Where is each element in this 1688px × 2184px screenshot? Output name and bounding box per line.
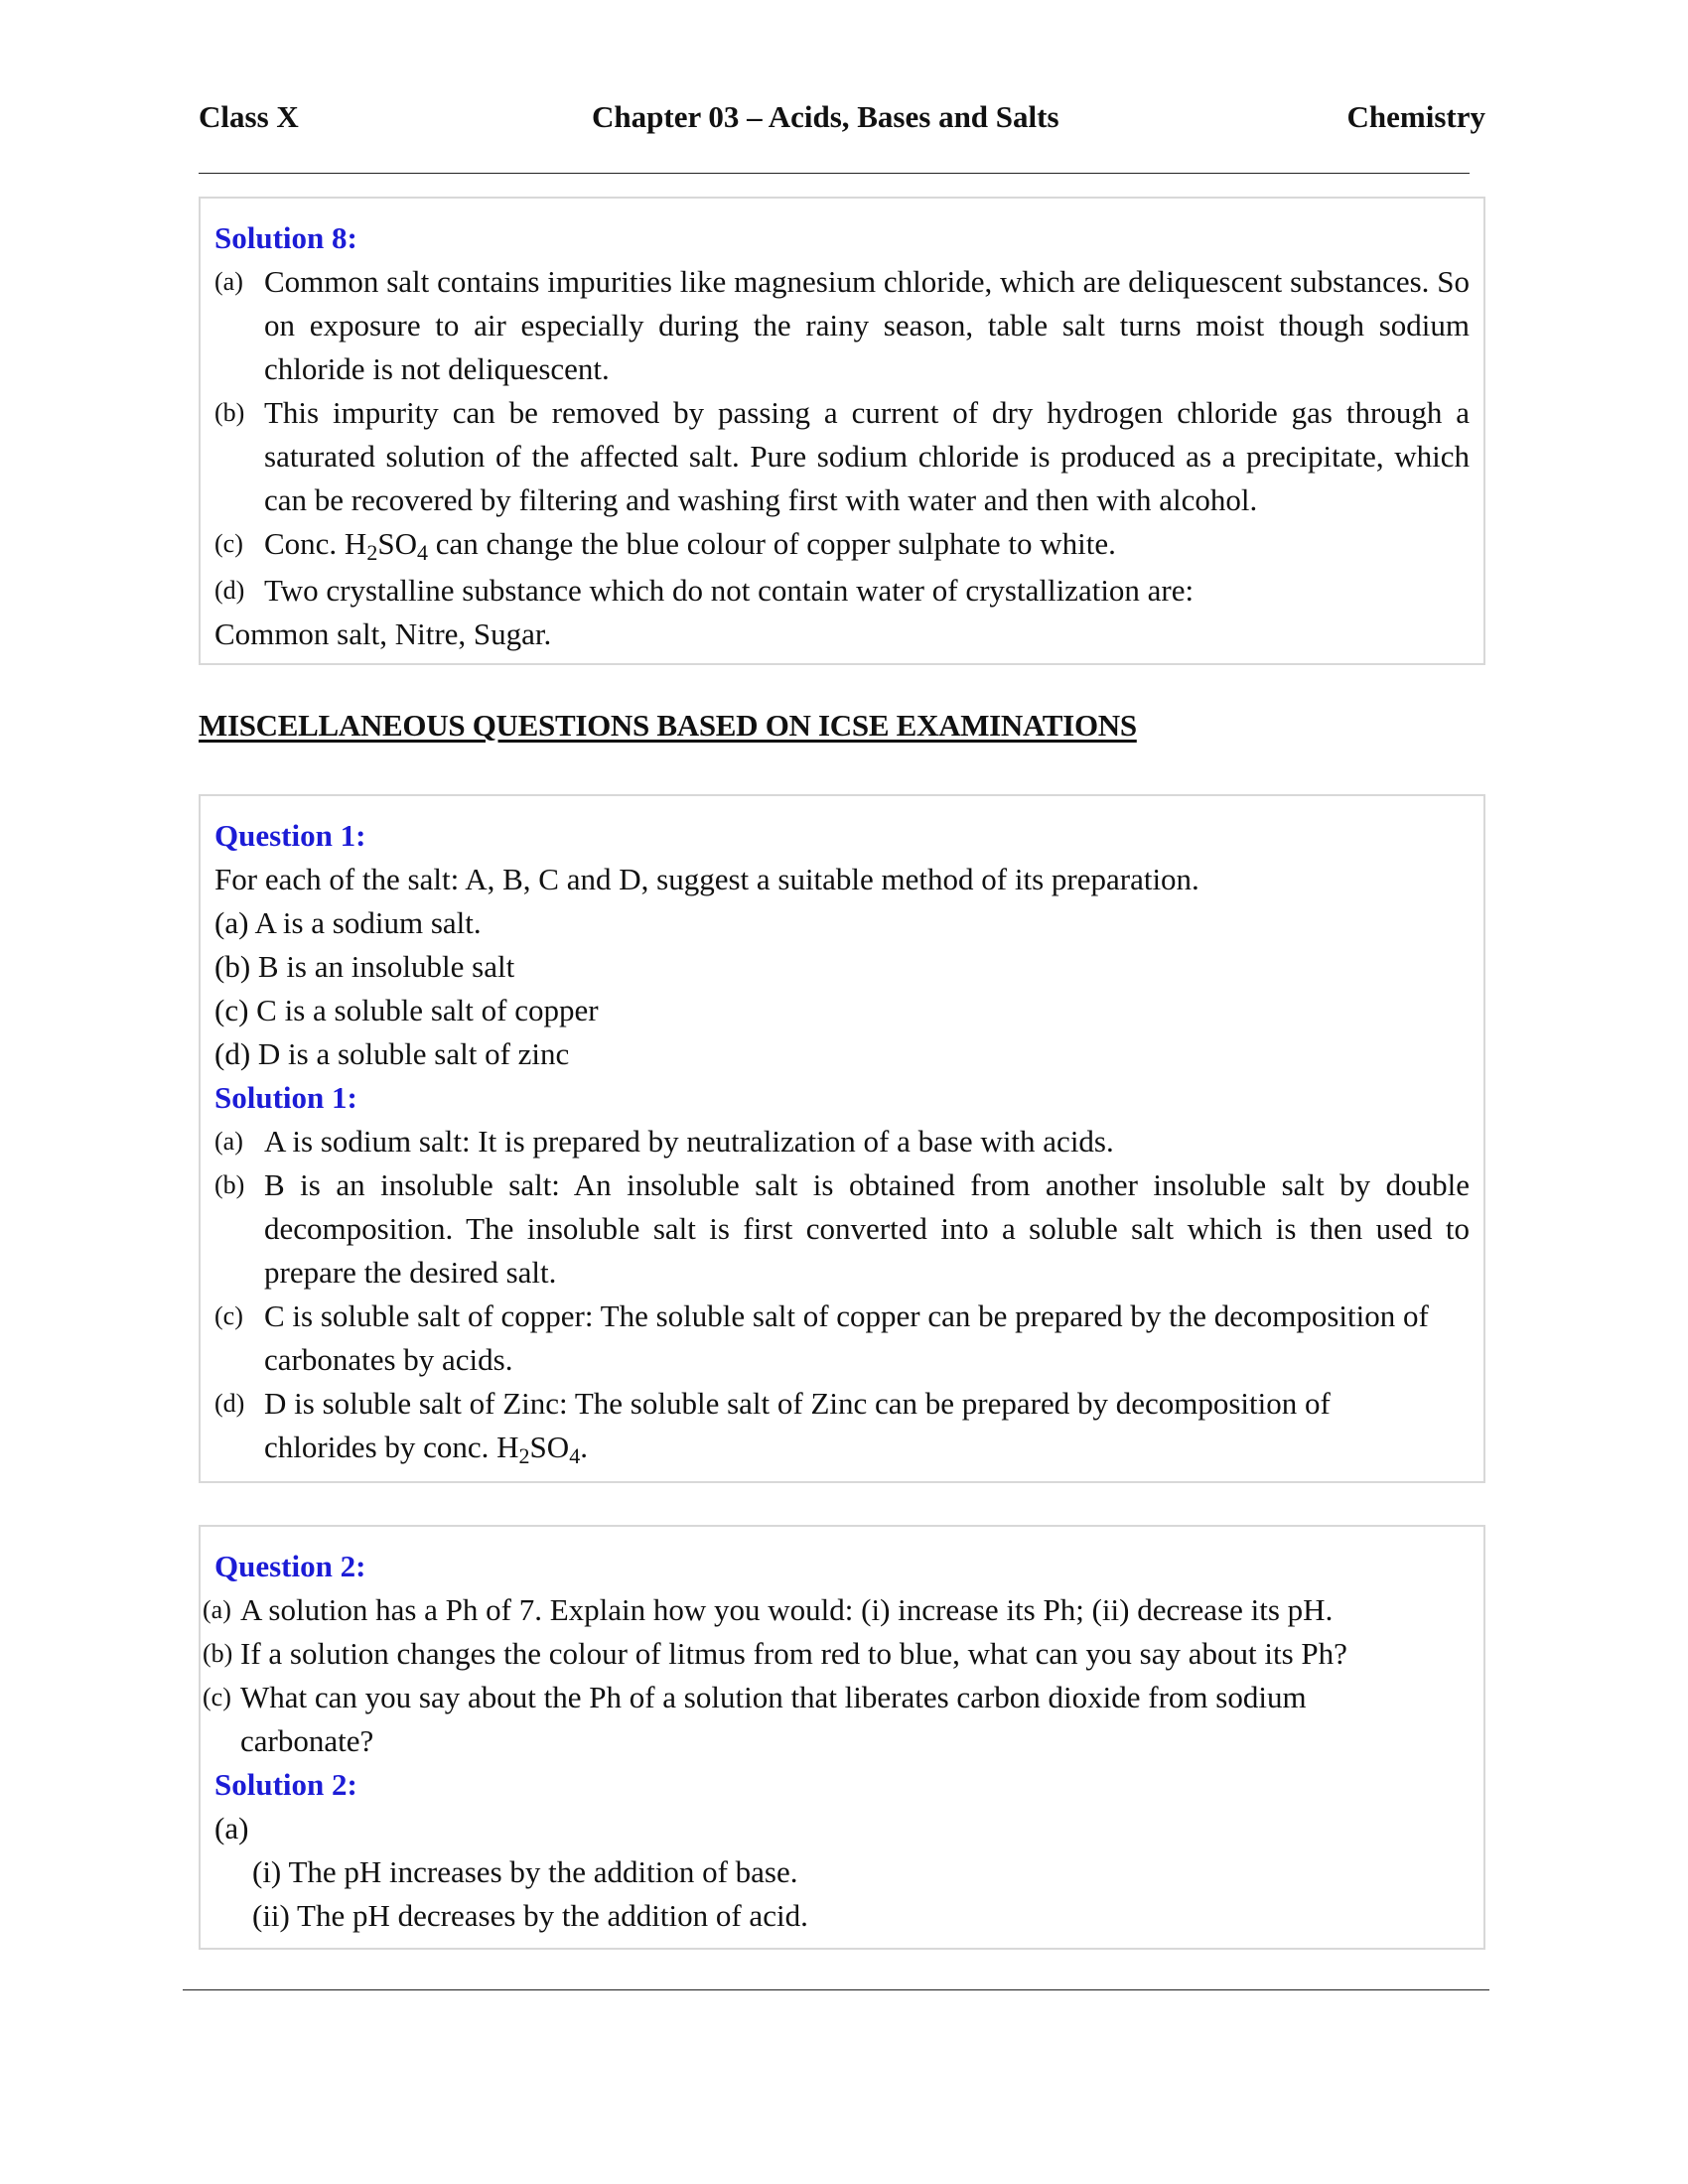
item-text-line1: D is soluble salt of Zinc: The soluble salt of Zinc can be prepared by decomposition of (264, 1386, 1331, 1421)
question-1-intro: For each of the salt: A, B, C and D, suggest a suitable method of its preparation. (214, 862, 1199, 896)
line2-pre: chlorides by conc. H (264, 1430, 519, 1464)
question-1-part-a: (a) A is a sodium salt. (214, 905, 482, 940)
solution-8-footer: Common salt, Nitre, Sugar. (214, 616, 552, 651)
question-2-item-b (203, 1632, 1470, 1676)
question-2-item-a (203, 1588, 1470, 1632)
solution-2-part-a: (a) (214, 1811, 249, 1845)
item-marker: (b) (214, 398, 245, 427)
item-marker: (a) (214, 267, 243, 296)
solution-2-line-2: (ii) The pH decreases by the addition of acid. (252, 1898, 808, 1933)
question-1-title: Question 1: (214, 818, 366, 853)
item-marker: (c) (214, 529, 243, 558)
solution-8-item-c (214, 522, 1470, 569)
solution-2-title: Solution 2: (214, 1767, 357, 1802)
item-marker: (b) (203, 1639, 233, 1668)
question-1-part-b: (b) B is an insoluble salt (214, 949, 515, 984)
solution-8-item-d (214, 569, 1470, 613)
item-marker: (b) (214, 1170, 245, 1199)
item-text: Two crystalline substance which do not contain water of crystallization are: (264, 573, 1195, 608)
header-subject: Chemistry (1346, 99, 1485, 134)
item-text-post: can change the blue colour of copper sulphate to white. (427, 526, 1116, 561)
item-marker: (a) (203, 1595, 231, 1624)
solution-8-item-a (214, 260, 1470, 391)
item-text: Common salt contains impurities like magnesium chloride, which are deliquescent substances. So on exposure to air especially during the rainy season, table salt turns moist though sodium chloride is not deliquescent. (264, 264, 1470, 386)
item-marker: (c) (214, 1301, 243, 1330)
footer-rule (183, 1989, 1489, 1990)
item-marker: (d) (214, 576, 245, 605)
item-text: C is soluble salt of copper: The soluble salt of copper can be prepared by the decomposition of carbonates by acids. (264, 1298, 1429, 1377)
solution-1-item-c (214, 1295, 1470, 1382)
question-2-title: Question 2: (214, 1549, 366, 1583)
header-chapter: Chapter 03 – Acids, Bases and Salts (592, 99, 1059, 134)
solution-8-title: Solution 8: (214, 220, 357, 255)
line2-mid: SO (529, 1430, 570, 1464)
item-marker: (d) (214, 1389, 245, 1418)
header-rule (199, 173, 1470, 174)
item-text-mid: SO (377, 526, 417, 561)
header-class: Class X (199, 99, 299, 134)
misc-heading: MISCELLANEOUS QUESTIONS BASED ON ICSE EXAMINATIONS (199, 708, 1137, 743)
item-text: If a solution changes the colour of litmus from red to blue, what can you say about its Ph? (240, 1636, 1347, 1671)
solution-8-box (199, 197, 1485, 665)
item-text-pre: Conc. H (264, 526, 367, 561)
item-text: B is an insoluble salt: An insoluble salt is obtained from another insoluble salt by double decomposition. The insoluble salt is first converted into a soluble salt which is then used to prepare the desired salt. (264, 1167, 1470, 1290)
solution-1-item-d (214, 1382, 1470, 1472)
item-text-line2 (264, 1426, 1470, 1472)
item-marker: (c) (203, 1683, 231, 1711)
subscript: 2 (366, 540, 378, 565)
line2-post: . (580, 1430, 588, 1464)
question-1-part-c: (c) C is a soluble salt of copper (214, 993, 599, 1027)
item-text: A solution has a Ph of 7. Explain how you would: (i) increase its Ph; (ii) decrease its pH. (240, 1592, 1334, 1627)
item-text: This impurity can be removed by passing a current of dry hydrogen chloride gas through a saturated solution of the affected salt. Pure sodium chloride is produced as a precipitate, which can be recovered by filtering and washing first with water and then with alcohol. (264, 395, 1470, 517)
question-1-box (199, 794, 1485, 1483)
solution-8-item-b (214, 391, 1470, 522)
solution-2-line-1: (i) The pH increases by the addition of base. (252, 1854, 798, 1889)
item-marker: (a) (214, 1127, 243, 1156)
solution-1-item-a (214, 1120, 1470, 1163)
question-1-part-d: (d) D is a soluble salt of zinc (214, 1036, 570, 1071)
solution-1-item-b (214, 1163, 1470, 1295)
question-2-item-c (203, 1676, 1470, 1763)
item-text: A is sodium salt: It is prepared by neutralization of a base with acids. (264, 1124, 1114, 1159)
item-text: What can you say about the Ph of a solution that liberates carbon dioxide from sodium carbonate? (240, 1680, 1307, 1758)
question-2-box (199, 1525, 1485, 1950)
solution-1-title: Solution 1: (214, 1080, 357, 1115)
subscript: 4 (569, 1443, 581, 1468)
subscript: 4 (416, 540, 428, 565)
subscript: 2 (518, 1443, 530, 1468)
page-header (199, 99, 1485, 143)
